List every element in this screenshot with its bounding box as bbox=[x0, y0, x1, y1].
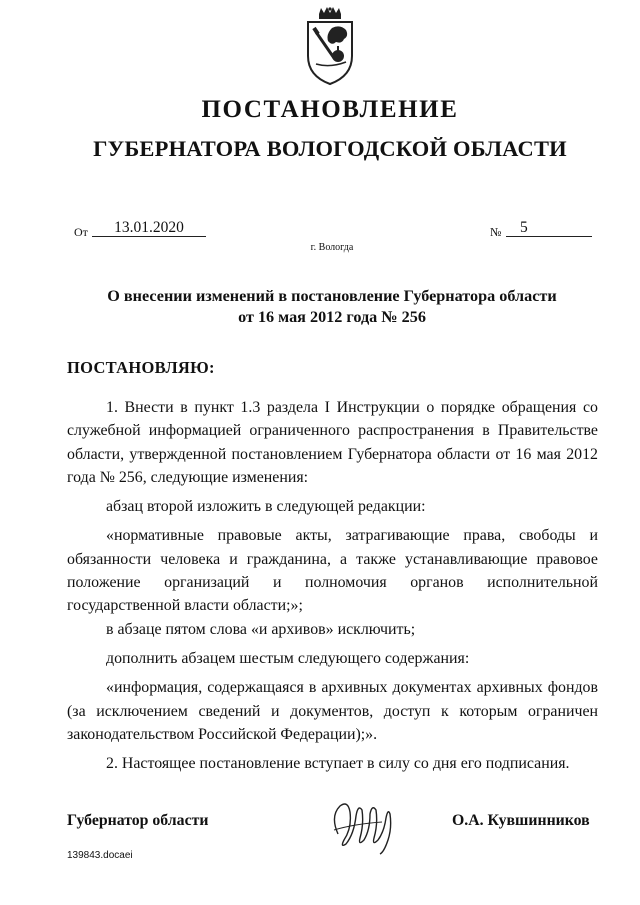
document-number: 5 bbox=[506, 219, 592, 237]
document-type-title: ПОСТАНОВЛЕНИЕ bbox=[201, 96, 459, 123]
handwritten-signature bbox=[324, 794, 404, 856]
paragraph-1: 1. Внести в пункт 1.3 раздела I Инструкции о порядке обращения со служебной информацией ограниченного распространения в Правительстве области, утвержденной постановлением Губернатора области от 16 мая 2012 года № 256, следующие изменения: bbox=[67, 399, 598, 486]
paragraph-3: «нормативные правовые акты, затрагивающие права, свободы и обязанности человека и гражданина, а также устанавливающие правовое положение организаций и полномочия органов исполнительной государственной власти области;»; bbox=[67, 527, 598, 615]
signer-position: Губернатор области bbox=[67, 812, 209, 829]
paragraph-5: дополнить абзацем шестым следующего содержания: bbox=[106, 649, 470, 667]
paragraph-7: 2. Настоящее постановление вступает в силу со дня его подписания. bbox=[106, 755, 570, 773]
document-subject bbox=[60, 286, 604, 328]
paragraph-6: «информация, содержащаяся в архивных документах архивных фондов (за исключением сведений и документов, доступ к которым ограничен законодательством Российской Федерации);». bbox=[67, 679, 598, 743]
subject-line-2: от 16 мая 2012 года № 256 bbox=[238, 308, 426, 326]
paragraph-4: в абзаце пятом слова «и архивов» исключить; bbox=[106, 620, 416, 638]
signer-name: О.А. Кувшинников bbox=[452, 812, 590, 829]
issuer-title: ГУБЕРНАТОРА ВОЛОГОДСКОЙ ОБЛАСТИ bbox=[93, 136, 567, 161]
document-file-id: 139843.docaei bbox=[67, 850, 133, 861]
number-label: № bbox=[490, 225, 502, 239]
coat-of-arms-emblem bbox=[302, 6, 358, 88]
paragraph-2: абзац второй изложить в следующей редакции: bbox=[106, 498, 426, 516]
city-label: г. Вологда bbox=[310, 242, 354, 253]
document-date: 13.01.2020 bbox=[92, 219, 206, 237]
document-body bbox=[67, 396, 598, 775]
date-label: От bbox=[74, 225, 88, 239]
subject-line-1: О внесении изменений в постановление Губернатора области bbox=[107, 287, 557, 305]
decree-heading: ПОСТАНОВЛЯЮ: bbox=[67, 358, 215, 377]
